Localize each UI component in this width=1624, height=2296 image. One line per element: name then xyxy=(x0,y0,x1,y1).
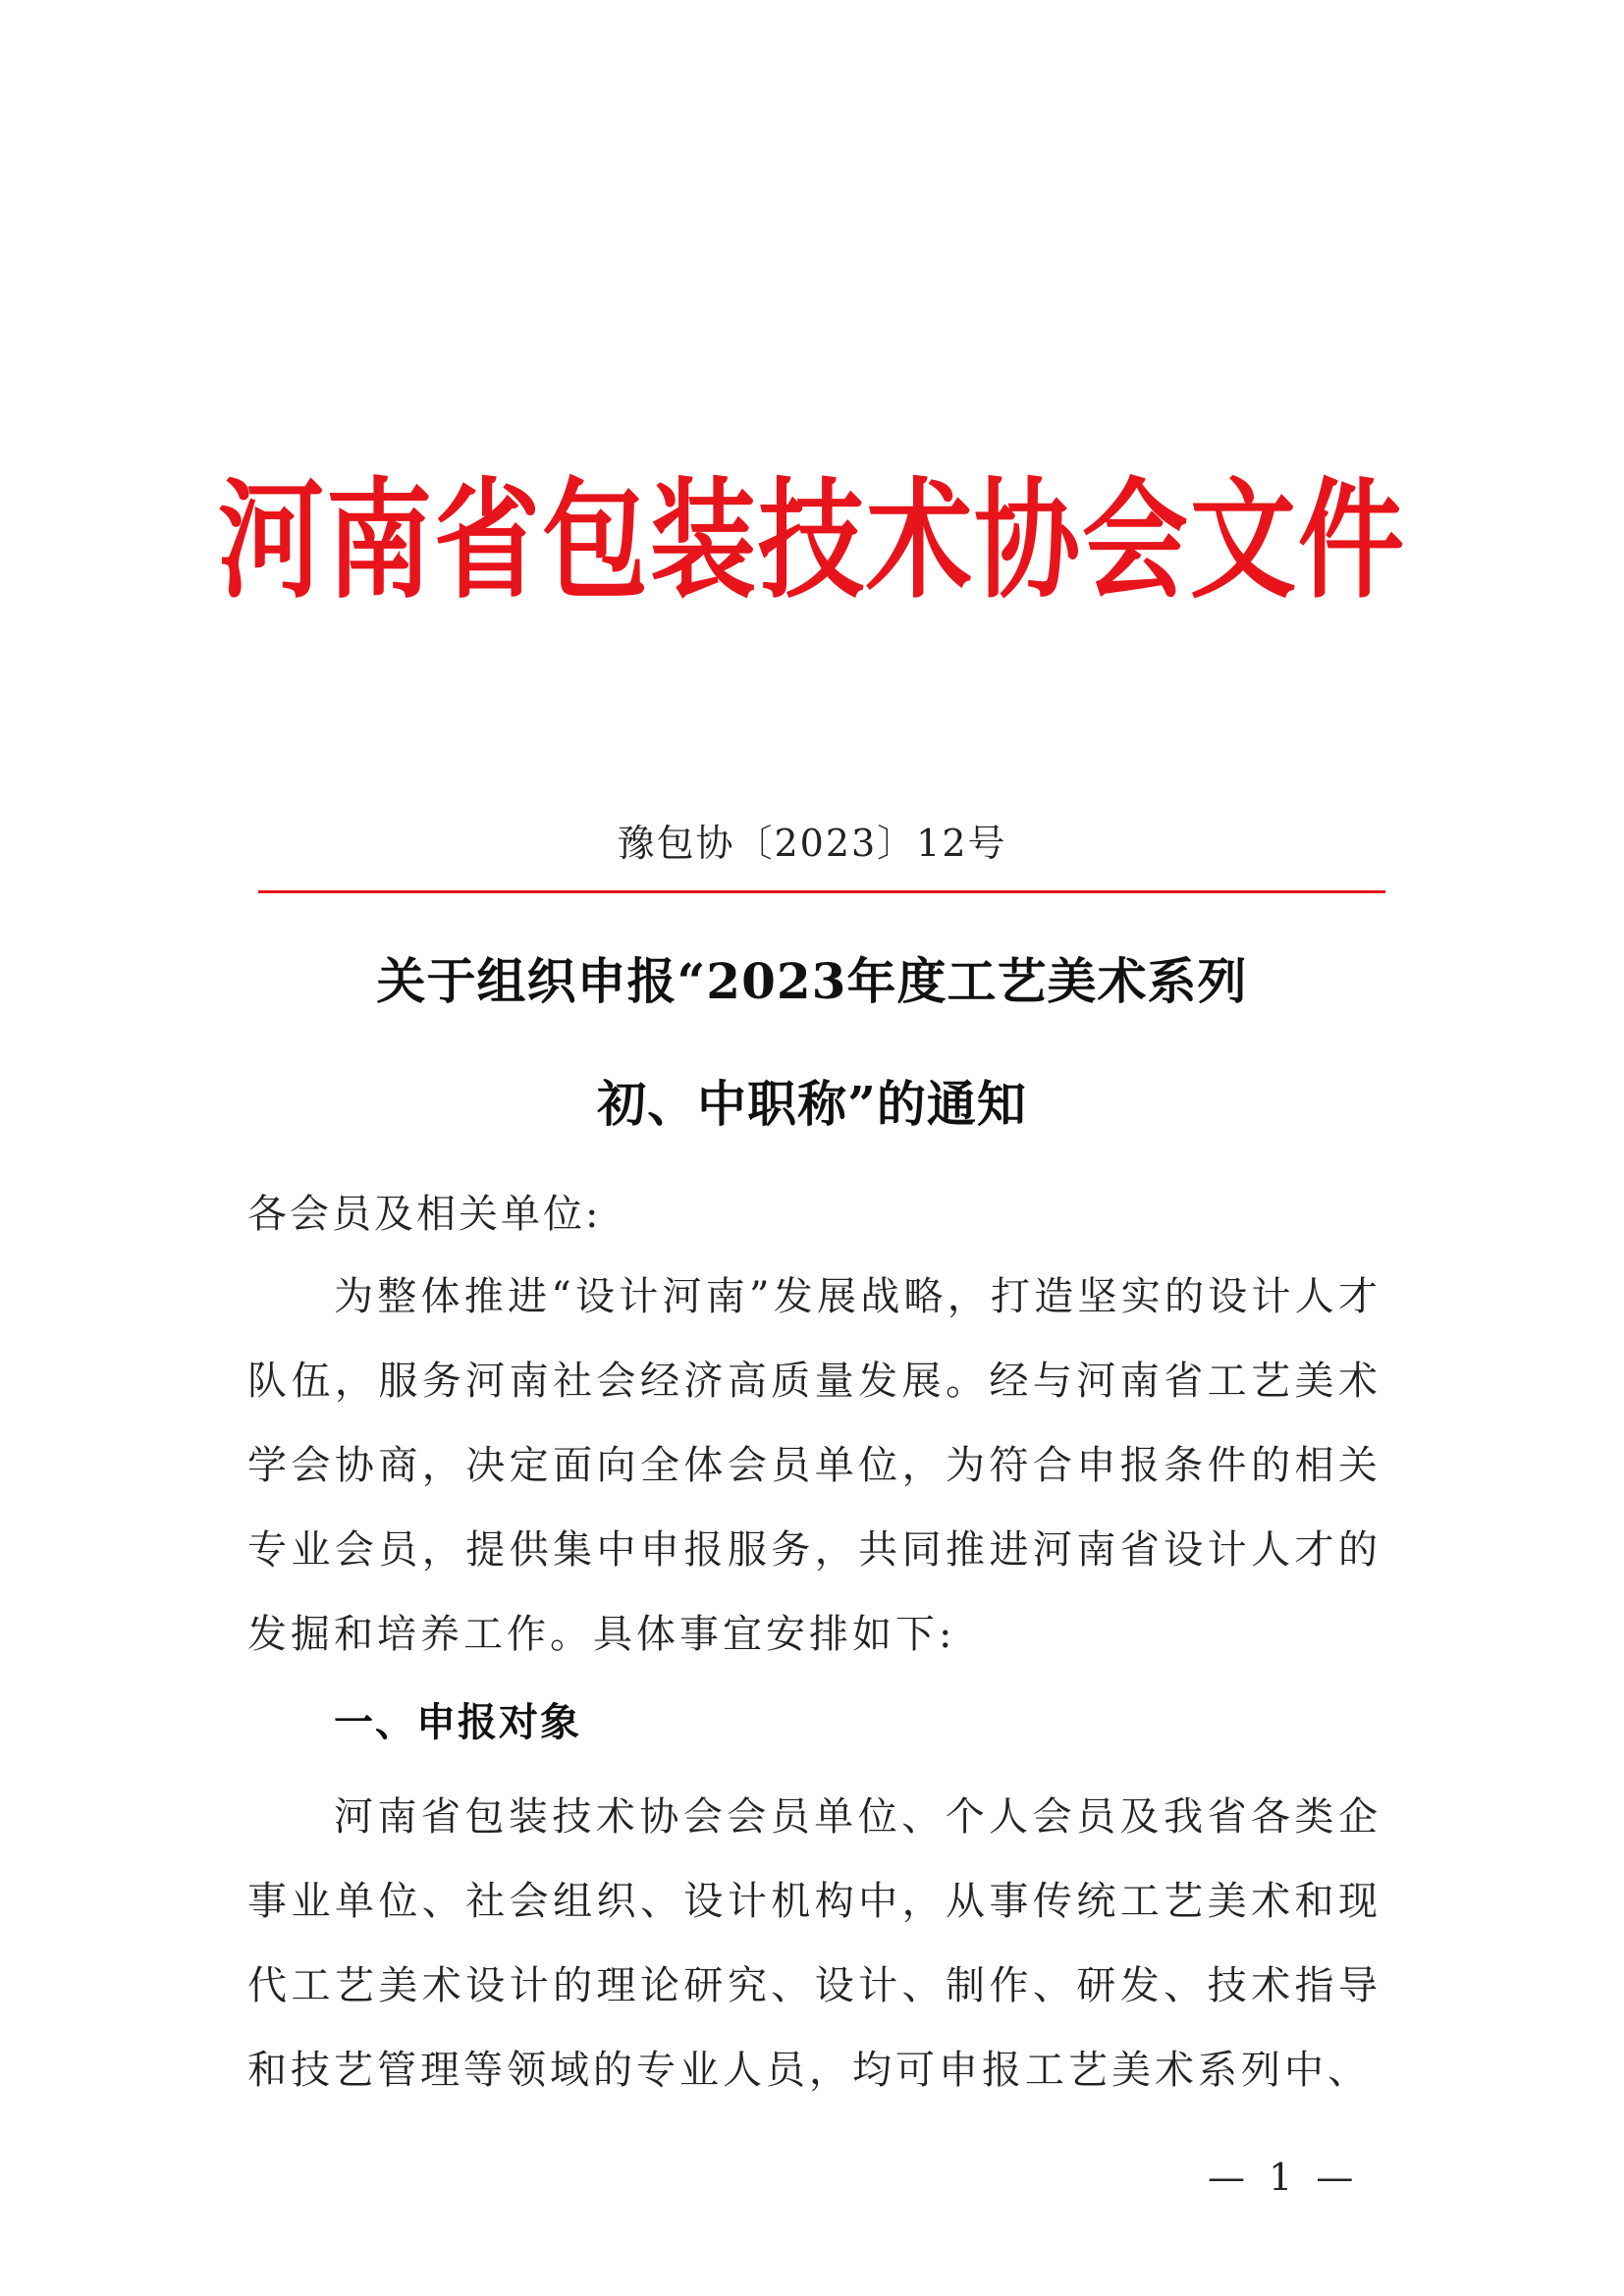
section-heading-1: 一、申报对象 xyxy=(334,1700,581,1745)
notice-title-line-1: 关于组织申报“2023年度工艺美术系列 xyxy=(376,952,1248,1010)
page-number: — 1 — xyxy=(1208,2156,1360,2199)
salutation: 各会员及相关单位: xyxy=(247,1192,602,1237)
red-divider-rule xyxy=(258,890,1385,893)
body-paragraph-2: 河南省包装技术协会会员单位、个人会员及我省各类企事业单位、社会组织、设计机构中，从事传统工艺美术和现代工艺美术设计的理论研究、设计、制作、研发、技术指导和技艺管理等领域的专业人员，均可申报工艺美术系列中、 xyxy=(247,1794,1381,2093)
body-paragraph-1: 为整体推进“设计河南”发展战略，打造坚实的设计人才队伍，服务河南社会经济高质量发展。经与河南省工艺美术学会协商，决定面向全体会员单位，为符合申报条件的相关专业会员，提供集中申报服务，共同推进河南省设计人才的发掘和培养工作。具体事宜安排如下: xyxy=(247,1274,1381,1657)
masthead-title: 河南省包装技术协会文件 xyxy=(217,465,1406,616)
document-number: 豫包协〔2023〕12号 xyxy=(617,822,1007,865)
notice-title-line-2: 初、中职称”的通知 xyxy=(597,1075,1027,1133)
